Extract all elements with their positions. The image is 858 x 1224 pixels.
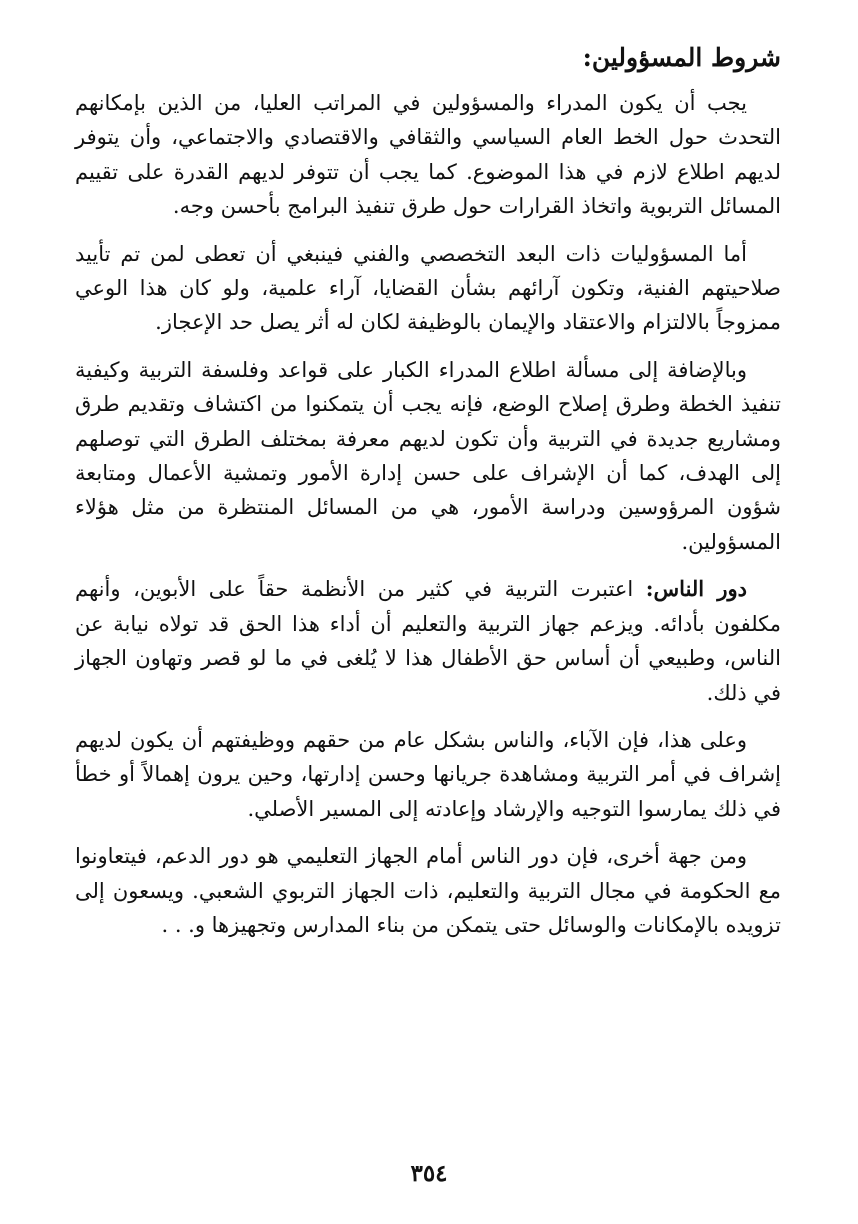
paragraph-text: يجب أن يكون المدراء والمسؤولين في المراتب العليا، من الذين بإمكانهم التحدث حول الخط العام السياسي والثقافي والاقتصادي والاجتماعي، وأن يتوفر لديهم اطلاع لازم في هذا الموضوع. كما يجب أن تتوفر لديهم القدرة على تقييم المسائل التربوية واتخاذ القرارات حول طرق تنفيذ البرامج بأحسن وجه. <box>75 91 781 219</box>
paragraph-lead-bold: دور الناس: <box>645 576 747 602</box>
paragraph-3 <box>75 353 781 559</box>
paragraph-text: اعتبرت التربية في كثير من الأنظمة حقاً على الأبوين، وأنهم مكلفون بأدائه. ويزعم جهاز التربية والتعليم أن أداء هذا الحق قد تولاه نيابة عن الناس، وطبيعي أن أساس حق الأطفال هذا لا يُلغى في ما لو قصر وتهاون الجهاز في ذلك. <box>75 577 781 705</box>
paragraph-text: وبالإضافة إلى مسألة اطلاع المدراء الكبار على قواعد وفلسفة التربية وكيفية تنفيذ الخطة وطرق إصلاح الوضع، فإنه يجب أن يتمكنوا من اكتشاف وتقديم طرق ومشاريع جديدة في التربية وأن تكون لديهم معرفة بمختلف الطرق التي توصلهم إلى الهدف، كما أن الإشراف على حسن إدارة الأمور وتمشية الأعمال ومتابعة شؤون المرؤوسين ودراسة الأمور، هي من المسائل المنتظرة من مثل هؤلاء المسؤولين. <box>75 357 781 554</box>
section-heading: شروط المسؤولين: <box>582 43 781 72</box>
paragraph-text: ومن جهة أخرى، فإن دور الناس أمام الجهاز التعليمي هو دور الدعم، فيتعاونوا مع الحكومة في مجال التربية والتعليم، ذات الجهاز التربوي الشعبي. ويسعون إلى تزويده بالإمكانات والوسائل حتى يتمكن من بناء المدارس وتجهيزها و. . . <box>75 844 781 937</box>
paragraph-1 <box>75 86 781 224</box>
paragraph-4 <box>75 572 781 710</box>
paragraph-6 <box>75 839 781 942</box>
paragraph-text: أما المسؤوليات ذات البعد التخصصي والفني فينبغي أن تعطى لمن تم تأييد صلاحيتهم الفنية، وتكون آرائهم بشأن القضايا، آراء علمية، ولو كان هذا الوعي ممزوجاً بالالتزام والاعتقاد والإيمان بالوظيفة لكان له أثر يصل حد الإعجاز. <box>75 241 781 335</box>
paragraph-2 <box>75 237 781 340</box>
paragraph-text: وعلى هذا، فإن الآباء، والناس بشكل عام من حقهم ووظيفتهم أن يكون لديهم إشراف في أمر التربية ومشاهدة جريانها وحسن إدارتها، وحين يرون إهمالاً أو خطأ في ذلك يمارسوا التوجيه والإرشاد وإعادته إلى المسير الأصلي. <box>75 727 781 821</box>
page-body <box>75 30 781 955</box>
page-number: ٣٥٤ <box>410 1160 448 1187</box>
paragraph-5 <box>75 723 781 826</box>
